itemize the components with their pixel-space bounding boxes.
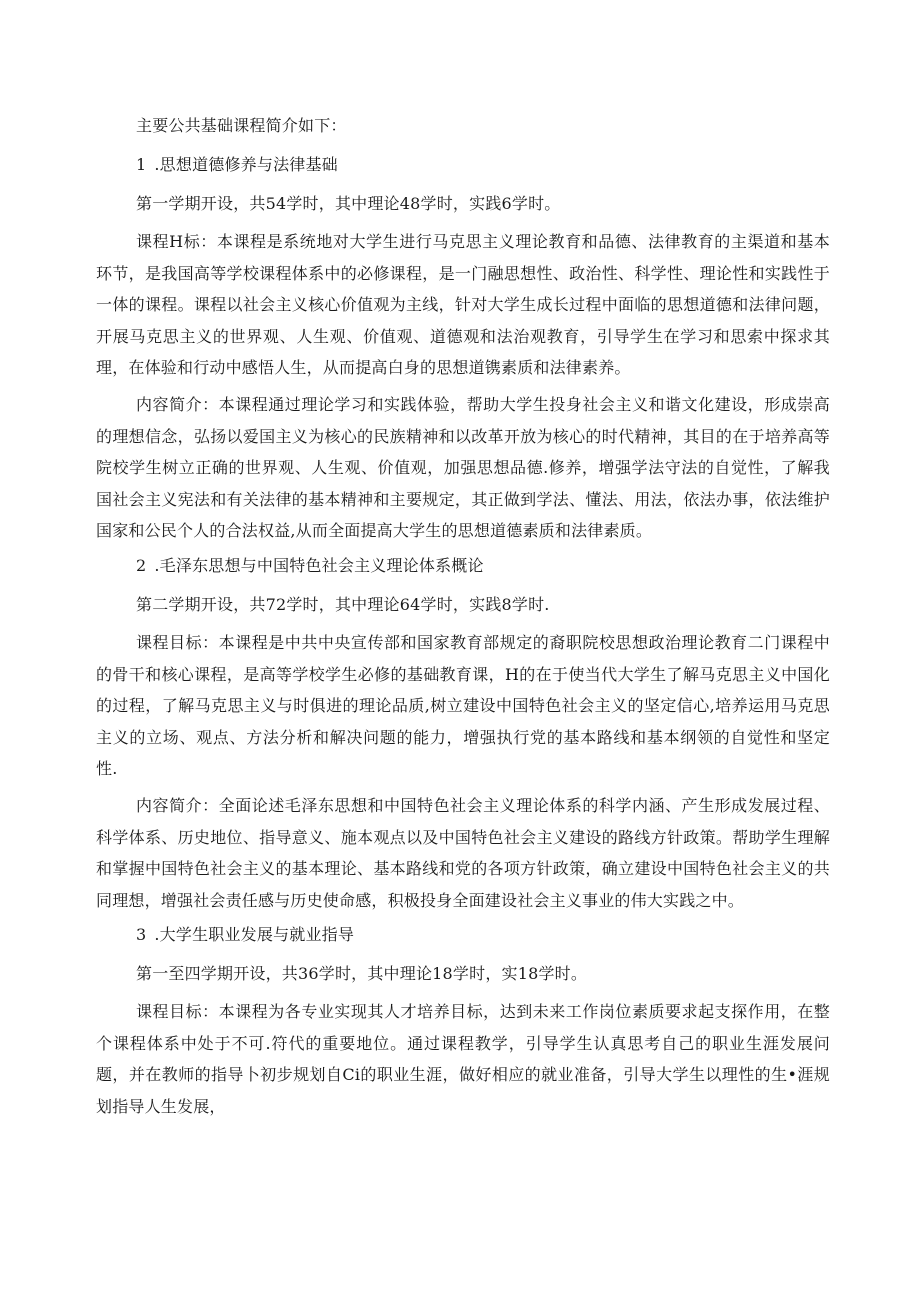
course-content-2: 内容简介：全面论述毛泽东思想和中国特色社会主义理论体系的科学内涵、产生形成发展过程、科学体系、历史地位、指导意义、施本观点以及中国特色社会主义建设的路线方针政策。帮助学生理解和掌握中国特色社会主义的基本理论、基本路线和党的各项方针政策，确立建设中国特色社会主义的共同理想，增强社会责任感与历史使命感，积极投身全面建设社会主义事业的伟大实践之中。 <box>96 795 830 910</box>
course-schedule-3: 第一至四学期开设，共36学时，其中理论18学时，实18学时。 <box>136 964 588 984</box>
course-content-1: 内容简介：本课程通过理论学习和实践体验，帮助大学生投身社会主义和谐文化建设，形成崇高的理想信念，弘扬以爱国主义为核心的民族精神和以改革开放为核心的时代精神，其目的在于培养高等院校学生树立正确的世界观、人生观、价值观，加强思想品德.修养，增强学法守法的自觉性，了解我国社会主义宪法和有关法律的基本精神和主要规定，其正做到学法、懂法、用法，依法办事，依法维护国家和公民个人的合法权益,从而全面提高大学生的思想道德素质和法律素质。 <box>96 394 830 541</box>
course-number: 2 <box>136 555 147 575</box>
course-title: .大学生职业发展与就业指导 <box>154 925 355 945</box>
intro-line: 主要公共基础课程简介如下： <box>136 116 347 135</box>
course-number: 3 <box>136 925 147 945</box>
course-heading-2 <box>96 552 830 580</box>
course-number: 1 <box>136 155 147 174</box>
course-schedule-2: 第二学期开设，共72学时，其中理论64学时，实践8学时. <box>136 594 550 614</box>
course-title: .毛泽东思想与中国特色社会主义理论体系概论 <box>154 555 484 575</box>
course-goal-1: 课程H标：本课程是系统地对大学生进行马克思主义理论教育和品德、法律教育的主渠道和基本环节，是我国高等学校课程体系中的必修课程，是一门融思想性、政治性、科学性、理论性和实践性于一体的课程。课程以社会主义核心价值观为主线，针对大学生成长过程中面临的思想道德和法律问题，开展马克思主义的世界观、人生观、价值观、道德观和法治观教育，引导学生在学习和思索中探求其理，在体验和行动中感悟人生，从而提高白身的思想道镌素质和法律素养。 <box>96 232 830 378</box>
course-goal-2: 课程目标：本课程是中共中央宣传部和国家教育部规定的裔职院校思想政治理论教育二门课程中的骨干和核心课程，是高等学校学生必修的基础教育课，H的在于使当代大学生了解马克思主义中国化的过程，了解马克思主义与时俱进的理论品质,树立建设中国特色社会主义的坚定信心,培养运用马克思主义的立场、观点、方法分析和解决问题的能力，增强执行党的基本路线和基本纲领的自觉性和坚定性. <box>96 632 830 779</box>
course-goal-3: 课程目标：本课程为各专业实现其人才培养目标，达到未来工作岗位素质要求起支探作用，在整个课程体系中处于不可.符代的重要地位。通过课程教学，引导学生认真思考自己的职业生涯发展问题，并在教师的指导卜初步规划自Ci的职业生涯，做好相应的就业准备，引导大学生以理性的生•涯规划指导人生发展， <box>96 1002 830 1117</box>
course-heading-3 <box>96 921 830 949</box>
course-heading-1 <box>96 151 830 179</box>
document-body <box>96 112 830 1128</box>
course-title: .思想道德修养与法律基础 <box>154 155 338 174</box>
course-schedule-1: 第一学期开设，共54学时，其中理论48学时，实践6学时。 <box>136 194 561 213</box>
